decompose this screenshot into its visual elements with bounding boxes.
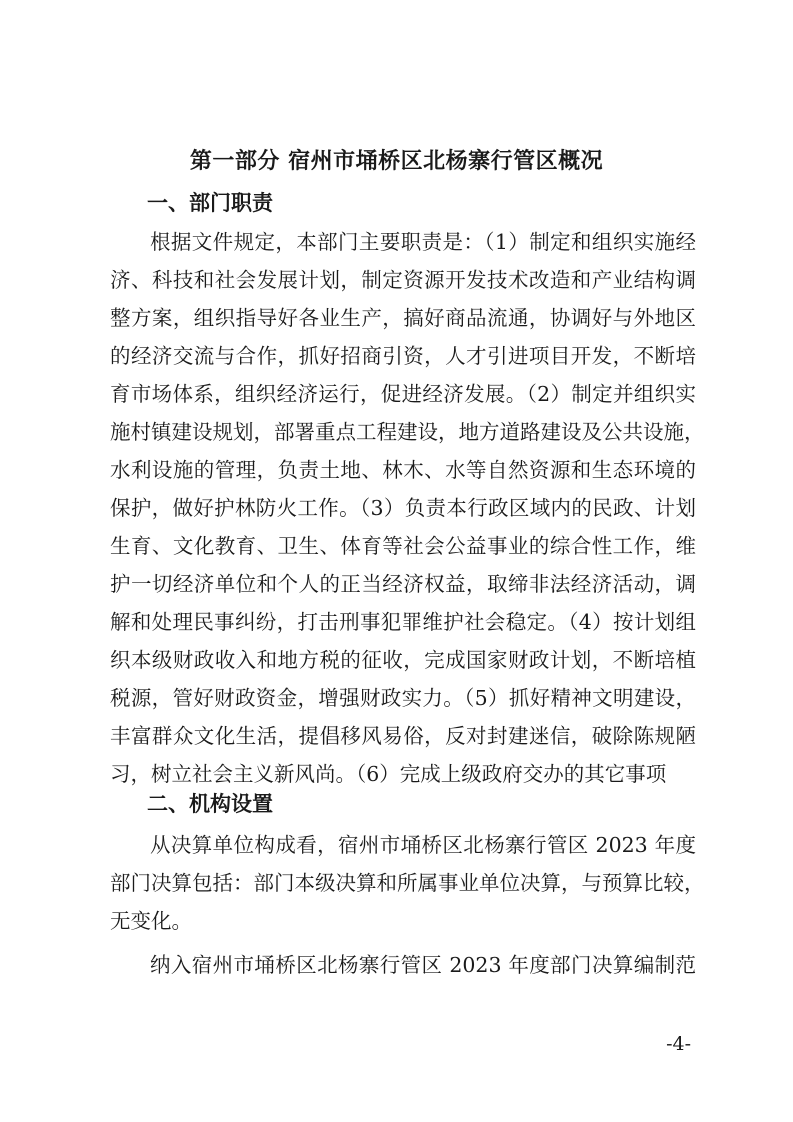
- paragraph-line: 税源，管好财政资金，增强财政实力。（5）抓好精神文明建设，: [110, 686, 696, 710]
- paragraph-line: 济、科技和社会发展计划，制定资源开发技术改造和产业结构调: [110, 268, 696, 292]
- paragraph-line: 丰富群众文化生活，提倡移风易俗，反对封建迷信，破除陈规陋: [110, 724, 696, 748]
- paragraph-line: 部门决算包括：部门本级决算和所属事业单位决算，与预算比较，: [110, 871, 705, 895]
- page-number: -4-: [666, 1033, 691, 1055]
- paragraph-line: 整方案，组织指导好各业生产，搞好商品流通，协调好与外地区: [110, 306, 696, 330]
- section-heading-structure: 二、机构设置: [147, 792, 273, 816]
- paragraph-line: 保护，做好护林防火工作。（3）负责本行政区域内的民政、计划: [110, 496, 696, 520]
- paragraph-line: 施村镇建设规划，部署重点工程建设，地方道路建设及公共设施，: [110, 420, 705, 444]
- paragraph-line: 织本级财政收入和地方税的征收，完成国家财政计划，不断培植: [110, 648, 696, 672]
- paragraph-line: 根据文件规定，本部门主要职责是：（1）制定和组织实施经: [150, 230, 696, 254]
- paragraph-line: 解和处理民事纠纷，打击刑事犯罪维护社会稳定。（4）按计划组: [110, 610, 696, 634]
- paragraph-line: 生育、文化教育、卫生、体育等社会公益事业的综合性工作，维: [110, 534, 696, 558]
- section-heading-duties: 一、部门职责: [147, 191, 273, 215]
- paragraph-line: 水利设施的管理，负责土地、林木、水等自然资源和生态环境的: [110, 458, 696, 482]
- paragraph-line: 护一切经济单位和个人的正当经济权益，取缔非法经济活动，调: [110, 572, 696, 596]
- paragraph-line: 纳入宿州市埇桥区北杨寨行管区 2023 年度部门决算编制范: [150, 953, 696, 977]
- paragraph-line: 习，树立社会主义新风尚。（6）完成上级政府交办的其它事项: [110, 762, 667, 786]
- paragraph-line: 的经济交流与合作，抓好招商引资，人才引进项目开发，不断培: [110, 344, 696, 368]
- page-title: 第一部分 宿州市埇桥区北杨寨行管区概况: [189, 149, 604, 174]
- paragraph-line: 从决算单位构成看，宿州市埇桥区北杨寨行管区 2023 年度: [150, 833, 696, 857]
- paragraph-line: 无变化。: [110, 909, 192, 933]
- paragraph-line: 育市场体系，组织经济运行，促进经济发展。（2）制定并组织实: [110, 382, 696, 406]
